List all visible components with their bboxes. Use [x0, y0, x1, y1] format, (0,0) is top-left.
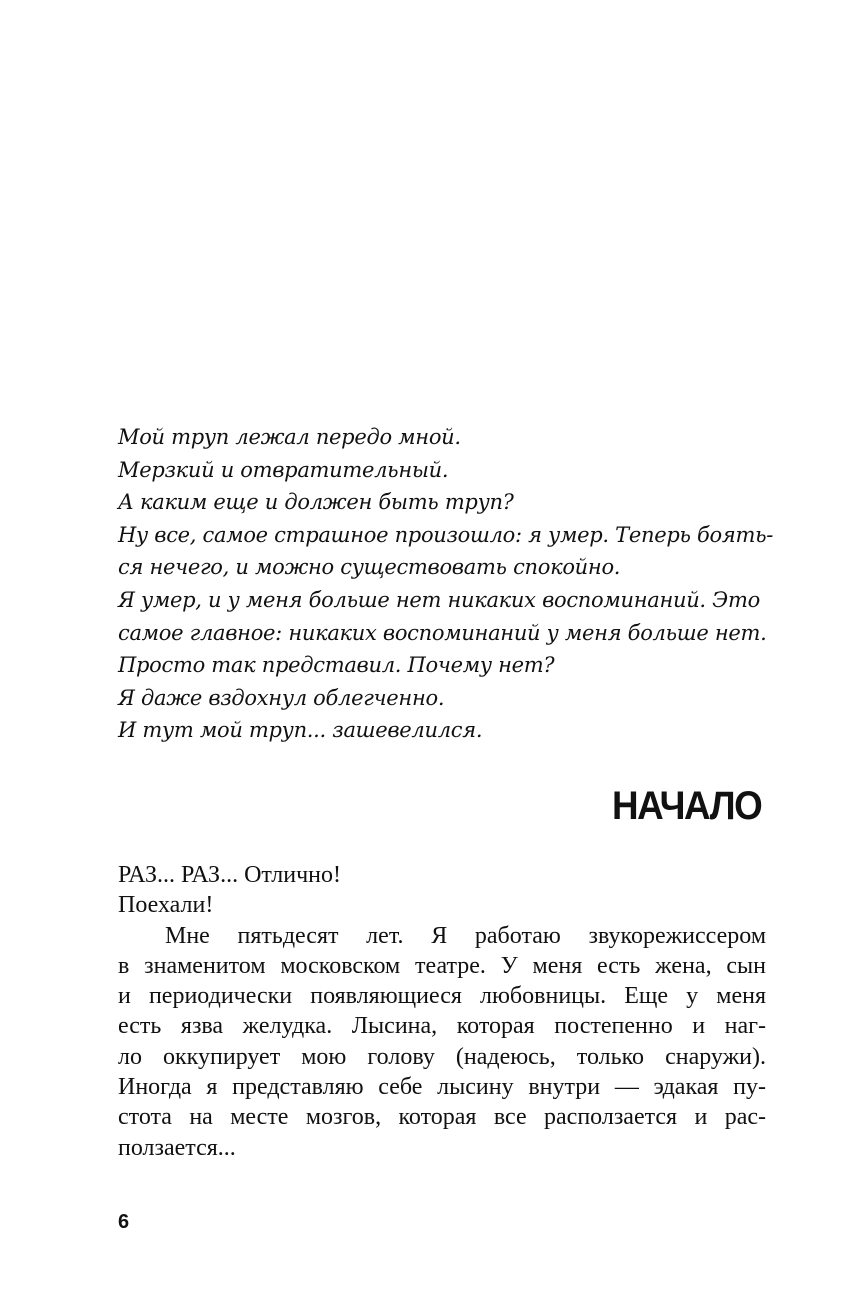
epigraph-line: ся нечего, и можно существовать спокойно.	[118, 555, 621, 580]
chapter-title: НАЧАЛО	[611, 784, 761, 828]
epigraph-line: Я даже вздохнул облегченно.	[118, 685, 445, 710]
body-line: стота на месте мозгов, которая все расползается и рас-	[118, 1104, 766, 1131]
body-line: ползается...	[118, 1134, 236, 1161]
body-line: Иногда я представляю себе лысину внутри — эдакая пу-	[118, 1074, 766, 1101]
body-line: и периодически появляющиеся любовницы. Еще у меня	[118, 983, 766, 1010]
body-line: Поехали!	[118, 892, 214, 919]
epigraph-line: Я умер, и у меня больше нет никаких воспоминаний. Это	[118, 587, 760, 612]
body-line: ло оккупирует мою голову (надеюсь, только снаружи).	[118, 1043, 766, 1070]
epigraph-line: самое главное: никаких воспоминаний у меня больше нет.	[118, 620, 767, 645]
body-line: Мне пятьдесят лет. Я работаю звукорежиссером	[165, 922, 766, 949]
body-line: есть язва желудка. Лысина, которая постепенно и наг-	[118, 1013, 766, 1040]
page-number: 6	[118, 1211, 130, 1233]
body-line: РАЗ... РАЗ... Отлично!	[118, 862, 342, 888]
epigraph-line: Мерзкий и отвратительный.	[118, 457, 449, 482]
epigraph-line: Просто так представил. Почему нет?	[118, 653, 555, 678]
epigraph	[118, 421, 778, 747]
body-text	[118, 860, 766, 1163]
epigraph-line: Мой труп лежал передо мной.	[118, 425, 461, 449]
epigraph-line: А каким еще и должен быть труп?	[118, 490, 514, 515]
epigraph-line: И тут мой труп... зашевелился.	[118, 718, 483, 743]
body-line: в знаменитом московском театре. У меня есть жена, сын	[118, 952, 766, 979]
epigraph-line: Ну все, самое страшное произошло: я умер. Теперь боять-	[118, 522, 774, 547]
